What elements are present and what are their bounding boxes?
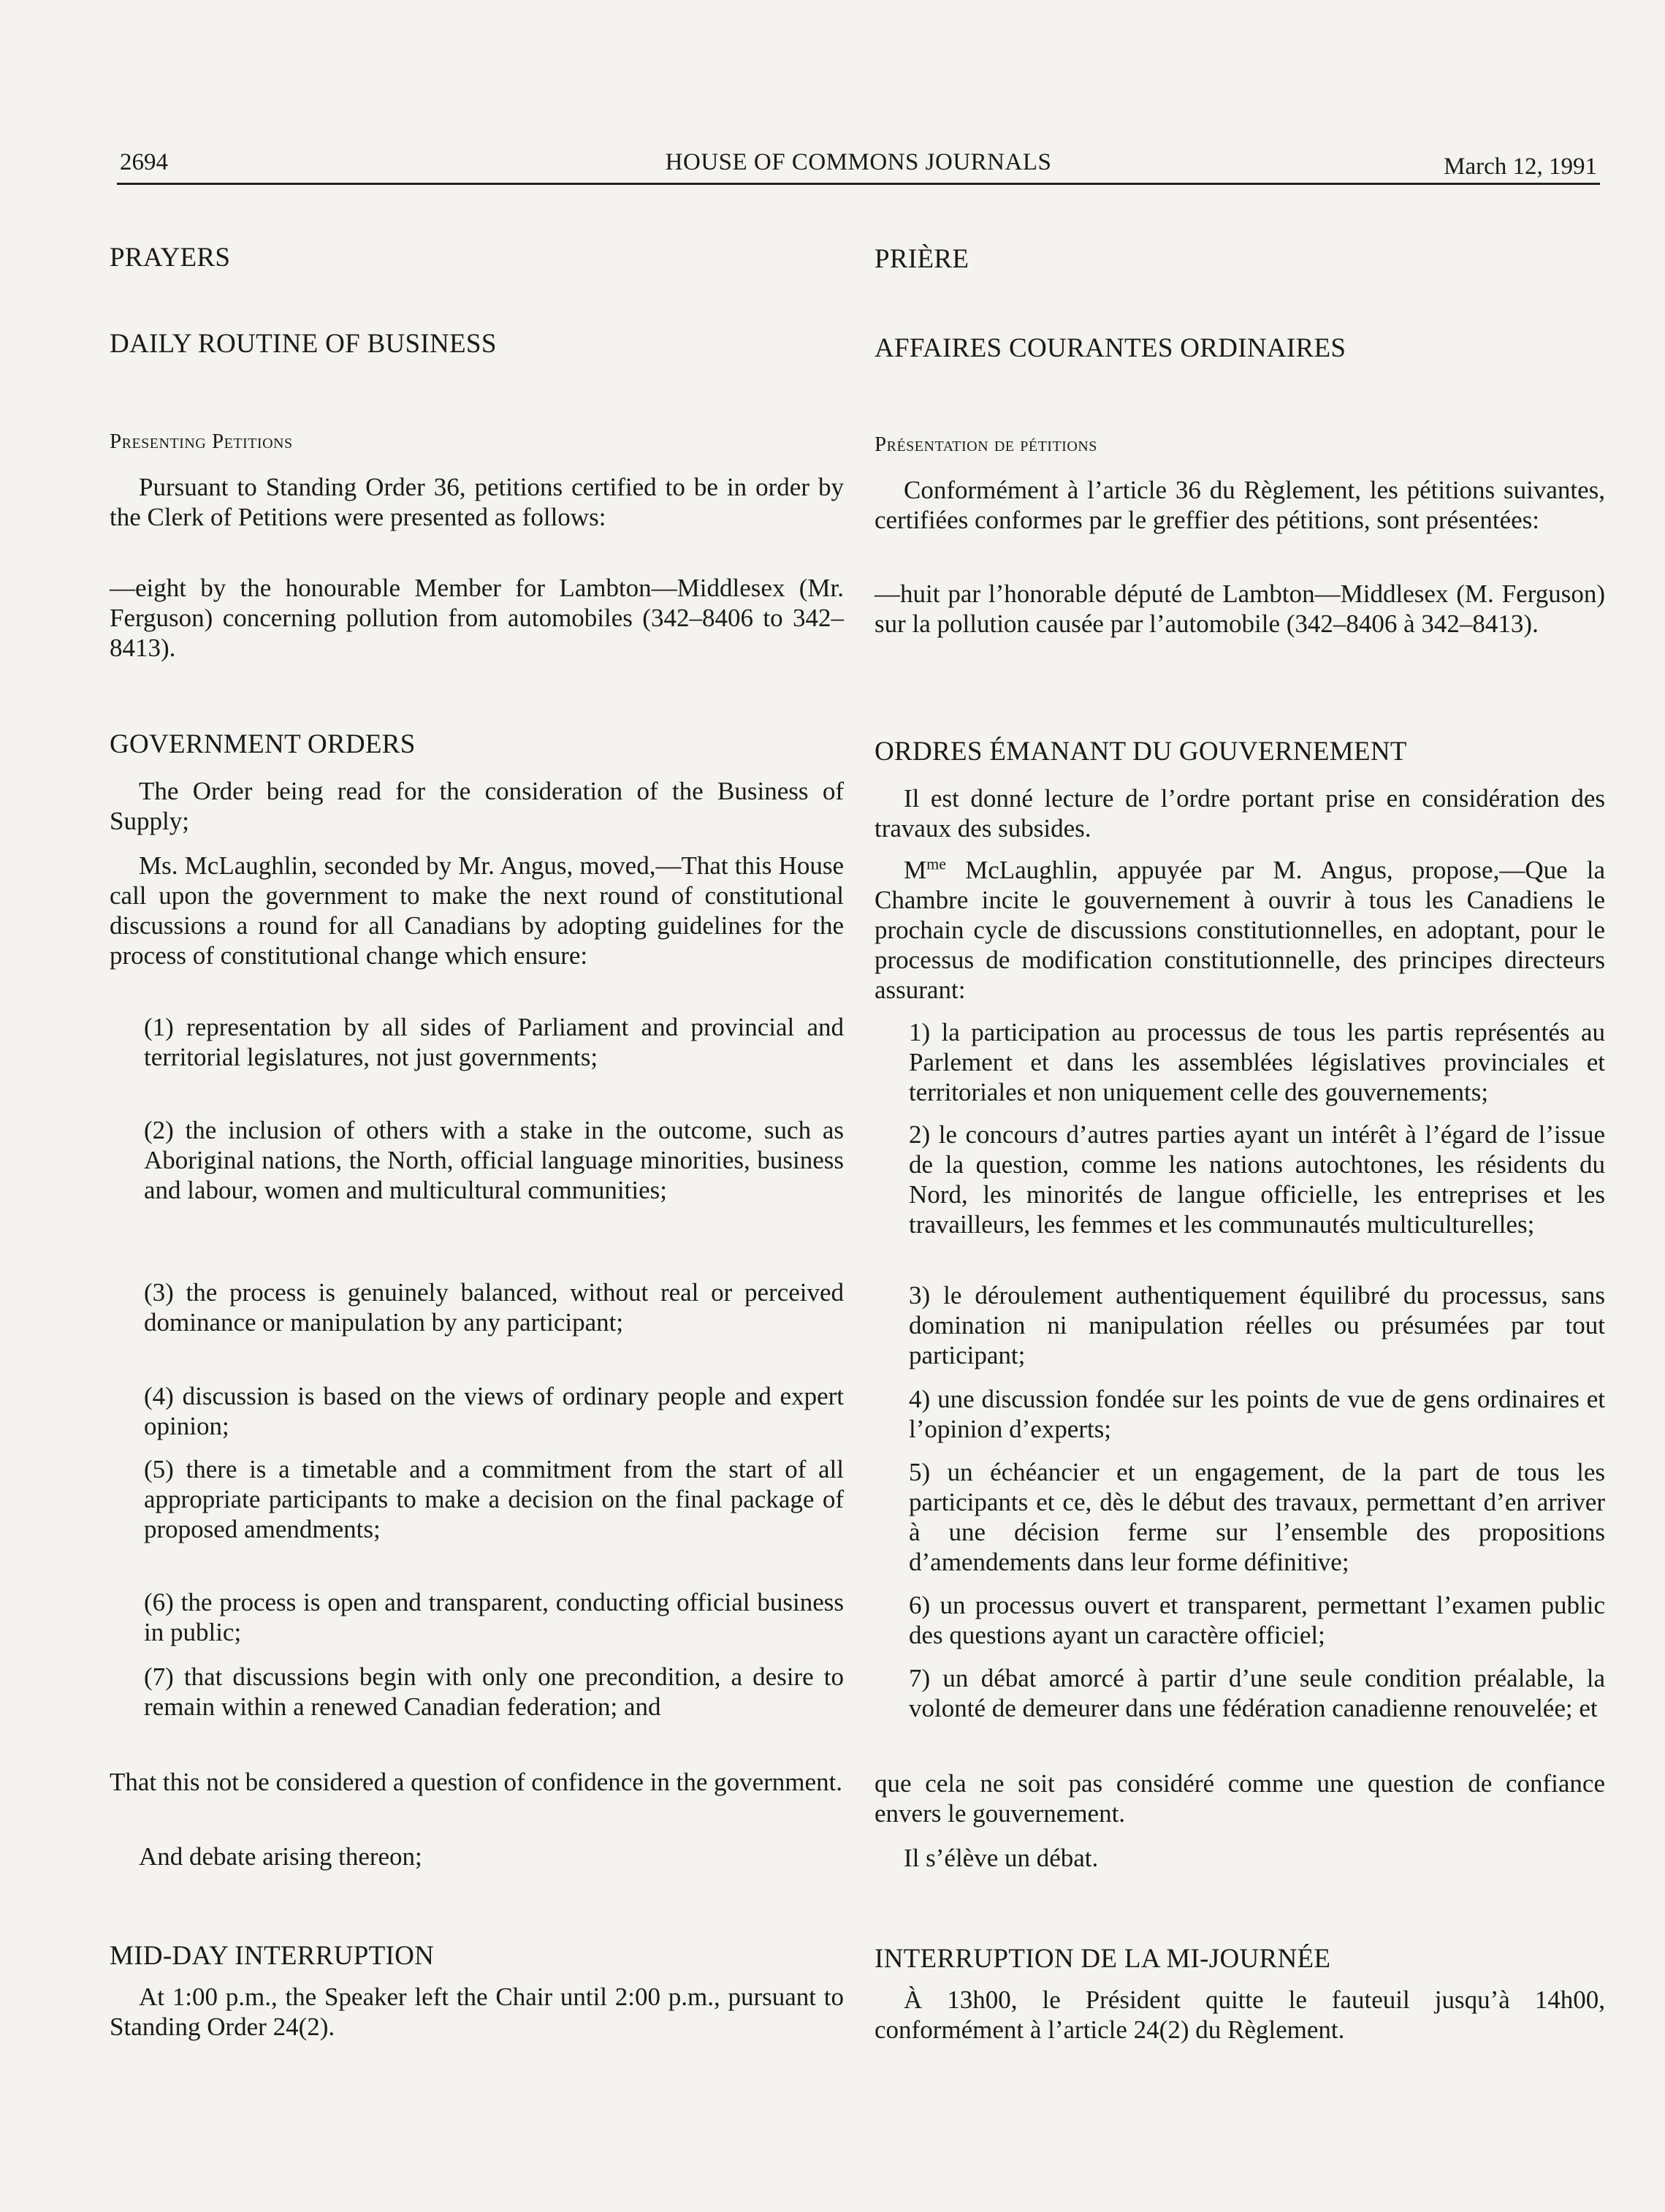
motion-item-5-fr: 5) un échéancier et un engagement, de la part de tous les participants et ce, dès le début des travaux, permettant d’en arriver à une décision ferme sur l’ensemble des propositions d’amendements dans leur forme définitive; [909,1458,1605,1576]
daily-routine-heading-en: DAILY ROUTINE OF BUSINESS [110,329,497,359]
motion-fr [875,855,1605,1005]
motion-title-sup-fr: me [926,854,947,873]
government-orders-heading-en: GOVERNMENT ORDERS [110,729,416,759]
prayers-heading-fr: PRIÈRE [875,244,969,274]
motion-item-1-en: (1) representation by all sides of Parliament and provincial and territorial legislatures, not just governments; [144,1013,844,1071]
midday-heading-en: MID-DAY INTERRUPTION [110,1941,435,1971]
journal-date: March 12, 1991 [1444,153,1597,180]
journal-title: HOUSE OF COMMONS JOURNALS [665,149,1052,175]
debate-fr: Il s’élève un débat. [904,1844,1099,1872]
motion-item-7-fr: 7) un débat amorcé à partir d’une seule condition préalable, la volonté de demeurer dans une fédération canadienne renouvelée; et [909,1664,1605,1722]
motion-title-fr: M [904,856,927,884]
debate-en: And debate arising thereon; [139,1842,422,1871]
motion-item-3-en: (3) the process is genuinely balanced, without real or perceived dominance or manipulation by any participant; [144,1278,844,1337]
midday-text-en: At 1:00 p.m., the Speaker left the Chair until 2:00 p.m., pursuant to Standing Order 24(2). [110,1983,844,2041]
page-header [117,146,1600,185]
petitions-intro-en: Pursuant to Standing Order 36, petitions certified to be in order by the Clerk of Petitions were presented as follows: [110,473,844,531]
motion-item-4-fr: 4) une discussion fondée sur les points de vue de gens ordinaires et l’opinion d’experts; [909,1385,1605,1443]
midday-text-fr: À 13h00, le Président quitte le fauteuil jusqu’à 14h00, conformément à l’article 24(2) du Règlement. [875,1985,1605,2044]
presenting-petitions-heading-en: Presenting Petitions [110,430,293,453]
petitions-intro-fr: Conformément à l’article 36 du Règlement, les pétitions suivantes, certifiées conformes par le greffier des pétitions, sont présentées: [875,476,1605,534]
motion-item-6-fr: 6) un processus ouvert et transparent, permettant l’examen public des questions ayant un caractère officiel; [909,1591,1605,1649]
motion-item-5-en: (5) there is a timetable and a commitment from the start of all appropriate participants to make a decision on the final package of proposed amendments; [144,1455,844,1543]
government-orders-heading-fr: ORDRES ÉMANANT DU GOUVERNEMENT [875,737,1407,767]
motion-item-7-en: (7) that discussions begin with only one precondition, a desire to remain within a renewed Canadian federation; and [144,1662,844,1721]
order-read-fr: Il est donné lecture de l’ordre portant prise en considération des travaux des subsides. [875,784,1605,843]
motion-item-4-en: (4) discussion is based on the views of ordinary people and expert opinion; [144,1382,844,1440]
confidence-fr: que cela ne soit pas considéré comme une question de confiance envers le gouvernement. [875,1769,1605,1828]
motion-item-3-fr: 3) le déroulement authentiquement équilibré du processus, sans domination ni manipulation réelles ou présumées par tout participant; [909,1281,1605,1369]
confidence-en: That this not be considered a question of confidence in the government. [110,1768,843,1796]
daily-routine-heading-fr: AFFAIRES COURANTES ORDINAIRES [875,333,1346,363]
prayers-heading-en: PRAYERS [110,243,231,273]
midday-heading-fr: INTERRUPTION DE LA MI-JOURNÉE [875,1944,1331,1974]
motion-item-2-en: (2) the inclusion of others with a stake in the outcome, such as Aboriginal nations, the North, official language minorities, business and labour, women and multicultural communities; [144,1116,844,1204]
petition-item-fr: —huit par l’honorable député de Lambton—Middlesex (M. Ferguson) sur la pollution causée par l’automobile (342–8406 à 342–8413). [875,579,1605,638]
motion-body-fr: McLaughlin, appuyée par M. Angus, propose,—Que la Chambre incite le gouvernement à ouvrir à tous les Canadiens le prochain cycle de discussions constitutionnelles, en adoptant, pour le processus de modification constitutionnelle, des principes directeurs assurant: [875,856,1605,1004]
order-read-en: The Order being read for the consideration of the Business of Supply; [110,777,844,835]
presenting-petitions-heading-fr: Présentation de pétitions [875,433,1097,456]
page-number: 2694 [120,149,168,175]
motion-item-6-en: (6) the process is open and transparent, conducting official business in public; [144,1588,844,1646]
motion-en: Ms. McLaughlin, seconded by Mr. Angus, moved,—That this House call upon the government to make the next round of constitutional discussions a round for all Canadians by adopting guidelines for the process of constitutional change which ensure: [110,851,844,970]
motion-item-1-fr: 1) la participation au processus de tous les partis représentés au Parlement et dans les assemblées législatives provinciales et territoriales et non uniquement celle des gouvernements; [909,1018,1605,1106]
petition-item-en: —eight by the honourable Member for Lambton—Middlesex (Mr. Ferguson) concerning pollution from automobiles (342–8406 to 342–8413). [110,574,844,662]
motion-item-2-fr: 2) le concours d’autres parties ayant un intérêt à l’égard de l’issue de la question, comme les nations autochtones, les résidents du Nord, les minorités de langue officielle, les entreprises et les travailleurs, les femmes et les communautés multiculturelles; [909,1120,1605,1239]
